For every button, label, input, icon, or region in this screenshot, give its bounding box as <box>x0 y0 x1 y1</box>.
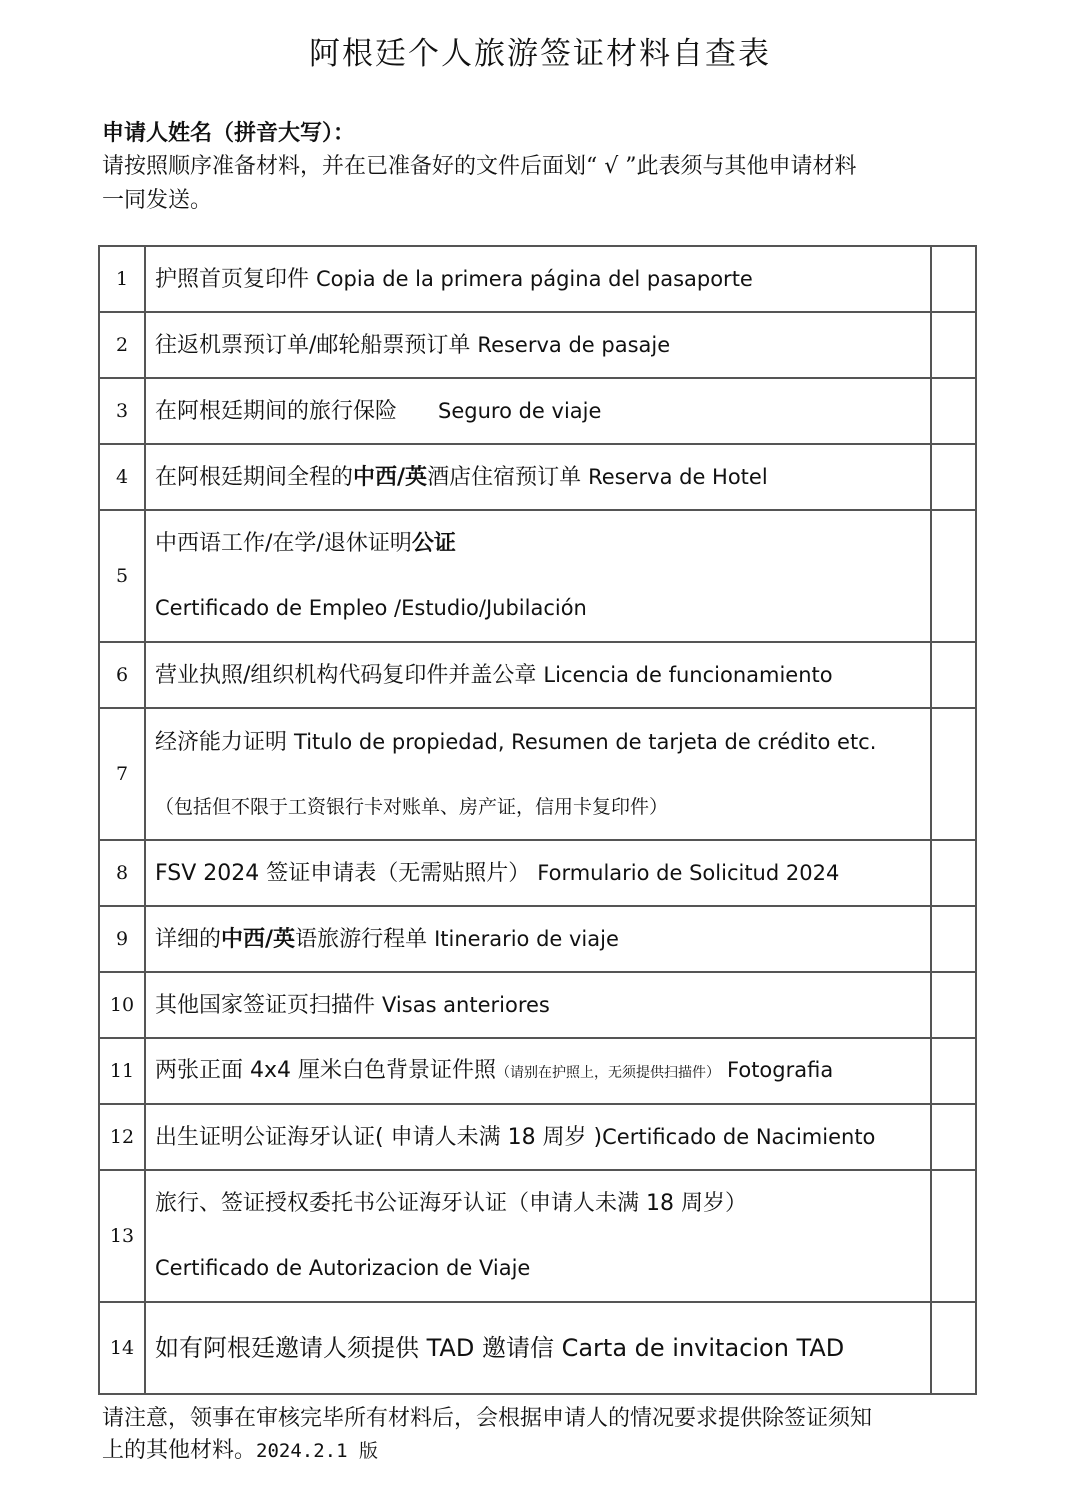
item-es: Carta de invitacion TAD <box>561 1334 845 1362</box>
item-zh: 营业执照/组织机构代码复印件并盖公章 <box>155 662 537 688</box>
applicant-name-label: 申请人姓名（拼音大写）： <box>102 120 356 146</box>
table-row <box>99 312 976 378</box>
row-number: 14 <box>99 1302 145 1394</box>
check-box[interactable] <box>931 972 976 1038</box>
row-number: 4 <box>99 444 145 510</box>
version-label: 2024.2.1 版 <box>256 1440 378 1462</box>
table-row <box>99 246 976 312</box>
row-number: 11 <box>99 1038 145 1104</box>
table-row <box>99 708 976 840</box>
page-title: 阿根廷个人旅游签证材料自查表 <box>309 36 771 72</box>
row-description <box>145 378 931 444</box>
row-number: 2 <box>99 312 145 378</box>
item-zh-emphasis: 公证 <box>411 531 456 556</box>
checklist-table <box>98 245 977 1395</box>
check-box[interactable] <box>931 510 976 642</box>
item-zh-part: 语旅游行程单 <box>295 926 428 952</box>
table-row <box>99 906 976 972</box>
table-row <box>99 1170 976 1302</box>
row-number: 6 <box>99 642 145 708</box>
row-description <box>145 1170 931 1302</box>
check-box[interactable] <box>931 642 976 708</box>
table-row <box>99 840 976 906</box>
item-zh: 旅行、签证授权委托书公证海牙认证（申请人未满 18 周岁） <box>155 1191 747 1216</box>
row-description <box>145 246 931 312</box>
row-description <box>145 840 931 906</box>
intro-section <box>102 116 982 218</box>
item-zh-part: 中西语工作/在学/退休证明 <box>155 531 412 556</box>
row-description <box>145 906 931 972</box>
item-zh: 经济能力证明 <box>155 729 288 755</box>
check-box[interactable] <box>931 1038 976 1104</box>
item-zh: 护照首页复印件 <box>155 266 310 292</box>
item-zh: 两张正面 4x4 厘米白色背景证件照 <box>155 1057 497 1083</box>
item-es: Certificado de Autorizacion de Viaje <box>155 1256 531 1280</box>
check-box[interactable] <box>931 840 976 906</box>
row-description <box>145 708 931 840</box>
check-box[interactable] <box>931 246 976 312</box>
item-zh: 如有阿根廷邀请人须提供 TAD 邀请信 <box>155 1334 554 1362</box>
item-zh-emphasis: 中西/英 <box>221 926 296 952</box>
item-es: Reserva de pasaje <box>477 332 671 357</box>
row-description <box>145 972 931 1038</box>
item-zh-part: 详细的 <box>155 926 222 952</box>
item-es: Certificado de Nacimiento <box>602 1124 876 1149</box>
check-box[interactable] <box>931 1104 976 1170</box>
item-es: Reserva de Hotel <box>588 464 768 489</box>
item-es: Licencia de funcionamiento <box>543 662 833 687</box>
item-zh-part: 在阿根廷期间全程的 <box>155 464 354 490</box>
footer-line-2: 上的其他材料。 <box>102 1438 257 1463</box>
table-row <box>99 1038 976 1104</box>
check-box[interactable] <box>931 708 976 840</box>
item-es: Fotografia <box>727 1057 834 1082</box>
item-zh: 往返机票预订单/邮轮船票预订单 <box>155 332 471 358</box>
check-box[interactable] <box>931 1170 976 1302</box>
footer-note <box>102 1403 982 1467</box>
item-zh-emphasis: 中西/英 <box>353 464 428 490</box>
row-number: 1 <box>99 246 145 312</box>
row-number: 3 <box>99 378 145 444</box>
item-zh: 在阿根廷期间的旅行保险 <box>155 398 398 424</box>
table-row <box>99 378 976 444</box>
row-description <box>145 1104 931 1170</box>
row-number: 9 <box>99 906 145 972</box>
row-number: 7 <box>99 708 145 840</box>
row-number: 12 <box>99 1104 145 1170</box>
check-box[interactable] <box>931 378 976 444</box>
table-row <box>99 444 976 510</box>
row-description <box>145 444 931 510</box>
footer-line-1: 请注意，领事在审核完毕所有材料后，会根据申请人的情况要求提供除签证须知 <box>102 1406 873 1431</box>
check-box[interactable] <box>931 1302 976 1394</box>
instruction-line-2: 一同发送。 <box>102 188 213 213</box>
item-es: Itinerario de viaje <box>434 926 619 951</box>
table-row <box>99 1302 976 1394</box>
table-row <box>99 510 976 642</box>
row-number: 10 <box>99 972 145 1038</box>
check-box[interactable] <box>931 906 976 972</box>
item-es: Certificado de Empleo /Estudio/Jubilación <box>155 596 587 620</box>
check-box[interactable] <box>931 312 976 378</box>
item-note: （包括但不限于工资银行卡对账单、房产证，信用卡复印件） <box>155 795 669 818</box>
row-description <box>145 510 931 642</box>
row-number: 8 <box>99 840 145 906</box>
row-description <box>145 1038 931 1104</box>
item-zh: FSV 2024 签证申请表（无需贴照片） <box>155 860 531 886</box>
item-note: （请别在护照上，无须提供扫描件） <box>496 1064 721 1081</box>
table-row <box>99 972 976 1038</box>
item-es: Formulario de Solicitud 2024 <box>537 860 840 885</box>
table-row <box>99 1104 976 1170</box>
row-number: 5 <box>99 510 145 642</box>
item-zh: 出生证明公证海牙认证( 申请人未满 18 周岁 ) <box>155 1124 603 1150</box>
item-es: Titulo de propiedad, Resumen de tarjeta de crédito etc. <box>294 729 877 754</box>
item-zh: 其他国家签证页扫描件 <box>155 992 376 1018</box>
row-description <box>145 312 931 378</box>
item-es: Seguro de viaje <box>438 398 602 423</box>
table-row <box>99 642 976 708</box>
item-zh-part: 酒店住宿预订单 <box>427 464 582 490</box>
item-es: Copia de la primera página del pasaporte <box>316 266 753 291</box>
instruction-line-1: 请按照顺序准备材料，并在已准备好的文件后面划“ √ ”此表须与其他申请材料 <box>102 154 857 179</box>
row-description <box>145 1302 931 1394</box>
check-box[interactable] <box>931 444 976 510</box>
item-es: Visas anteriores <box>382 992 550 1017</box>
row-number: 13 <box>99 1170 145 1302</box>
row-description <box>145 642 931 708</box>
